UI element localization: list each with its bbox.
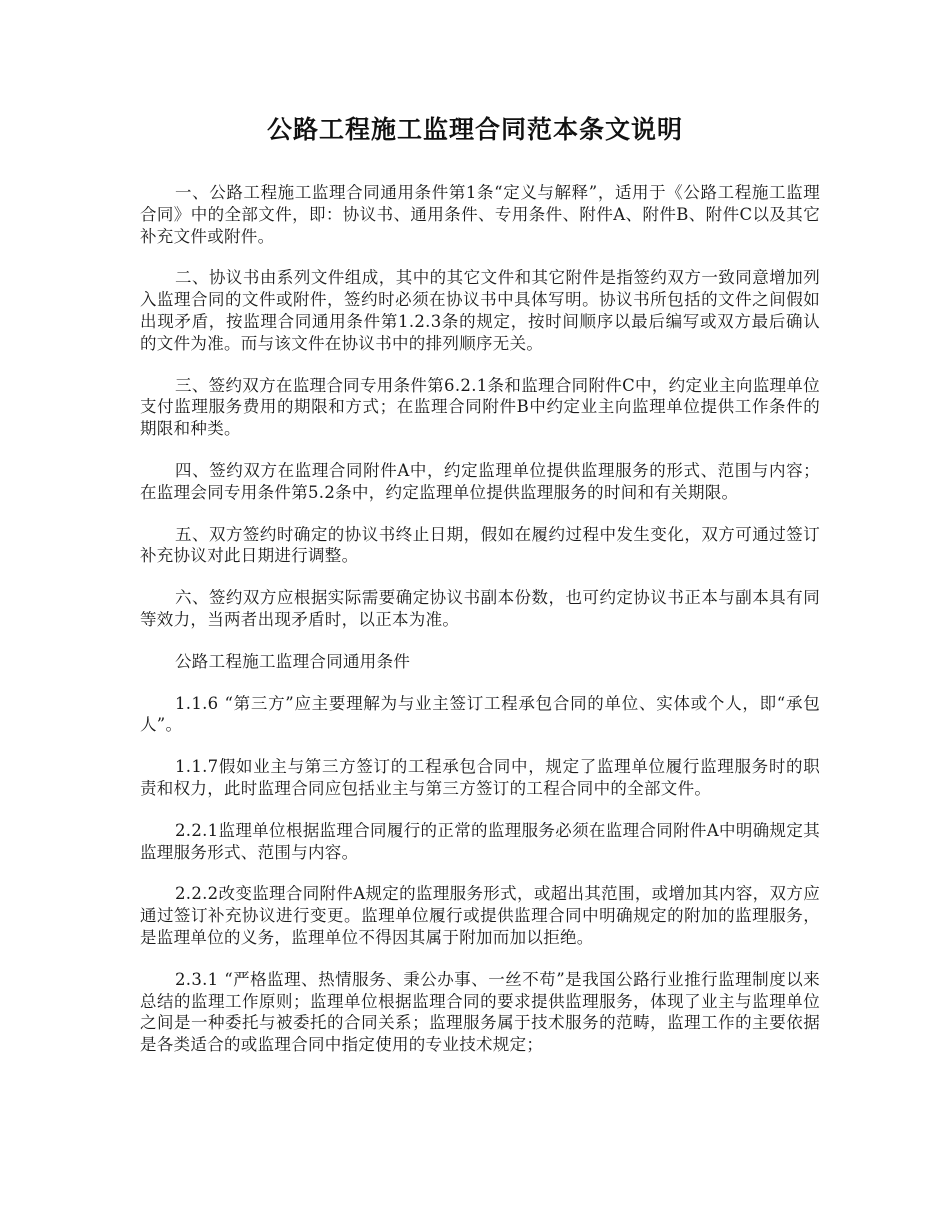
section-heading: 公路工程施工监理合同通用条件 [175, 651, 411, 671]
paragraph-6: 六、签约双方应根据实际需要确定协议书副本份数，也可约定协议书正本与副本具有同等效力，当两者出现矛盾时，以正本为准。 [140, 588, 820, 629]
clause-2-2-1: 2.2.1监理单位根据监理合同履行的正常的监理服务必须在监理合同附件A中明确规定其监理服务形式、范围与内容。 [140, 820, 820, 862]
clause-1-1-7: 1.1.7假如业主与第三方签订的工程承包合同中，规定了监理单位履行监理服务时的职责和权力，此时监理合同应包括业主与第三方签订的工程合同中的全部文件。 [140, 757, 820, 798]
paragraph-1: 一、公路工程施工监理合同通用条件第1条“定义与解释”，适用于《公路工程施工监理合同》中的全部文件，即：协议书、通用条件、专用条件、附件A、附件B、附件C以及其它补充文件或附件。 [140, 183, 820, 246]
document-body [140, 182, 820, 1076]
paragraph-5: 五、双方签约时确定的协议书终止日期，假如在履约过程中发生变化，双方可通过签订补充协议对此日期进行调整。 [140, 524, 820, 566]
paragraph-3: 三、签约双方在监理合同专用条件第6.2.1条和监理合同附件C中，约定业主向监理单位支付监理服务费用的期限和方式；在监理合同附件B中约定业主向监理单位提供工作条件的期限和种类。 [140, 375, 820, 439]
clause-2-3-1: 2.3.1 “严格监理、热情服务、秉公办事、一丝不苟”是我国公路行业推行监理制度以来总结的监理工作原则；监理单位根据监理合同的要求提供监理服务，体现了业主与监理单位之间是一种委托与被委托的合同关系；监理服务属于技术服务的范畴，监理工作的主要依据是各类适合的或监理合同中指定使用的专业技术规定； [140, 969, 820, 1055]
clause-1-1-6: 1.1.6 “第三方”应主要理解为与业主签订工程承包合同的单位、实体或个人，即“承包人”。 [140, 693, 820, 735]
document-title: 公路工程施工监理合同范本条文说明 [266, 115, 683, 144]
clause-2-2-2: 2.2.2改变监理合同附件A规定的监理服务形式，或超出其范围，或增加其内容，双方应通过签订补充协议进行变更。监理单位履行或提供监理合同中明确规定的附加的监理服务，是监理单位的义务，监理单位不得因其属于附加而加以拒绝。 [140, 884, 820, 947]
paragraph-2: 二、协议书由系列文件组成，其中的其它文件和其它附件是指签约双方一致同意增加列入监理合同的文件或附件，签约时必须在协议书中具体写明。协议书所包括的文件之间假如出现矛盾，按监理合同通用条件第1.2.3条的规定，按时间顺序以最后编写或双方最后确认的文件为准。而与该文件在协议书中的排列顺序无关。 [140, 268, 820, 353]
paragraph-4: 四、签约双方在监理合同附件A中，约定监理单位提供监理服务的形式、范围与内容；在监理会同专用条件第5.2条中，约定监理单位提供监理服务的时间和有关期限。 [140, 460, 820, 502]
